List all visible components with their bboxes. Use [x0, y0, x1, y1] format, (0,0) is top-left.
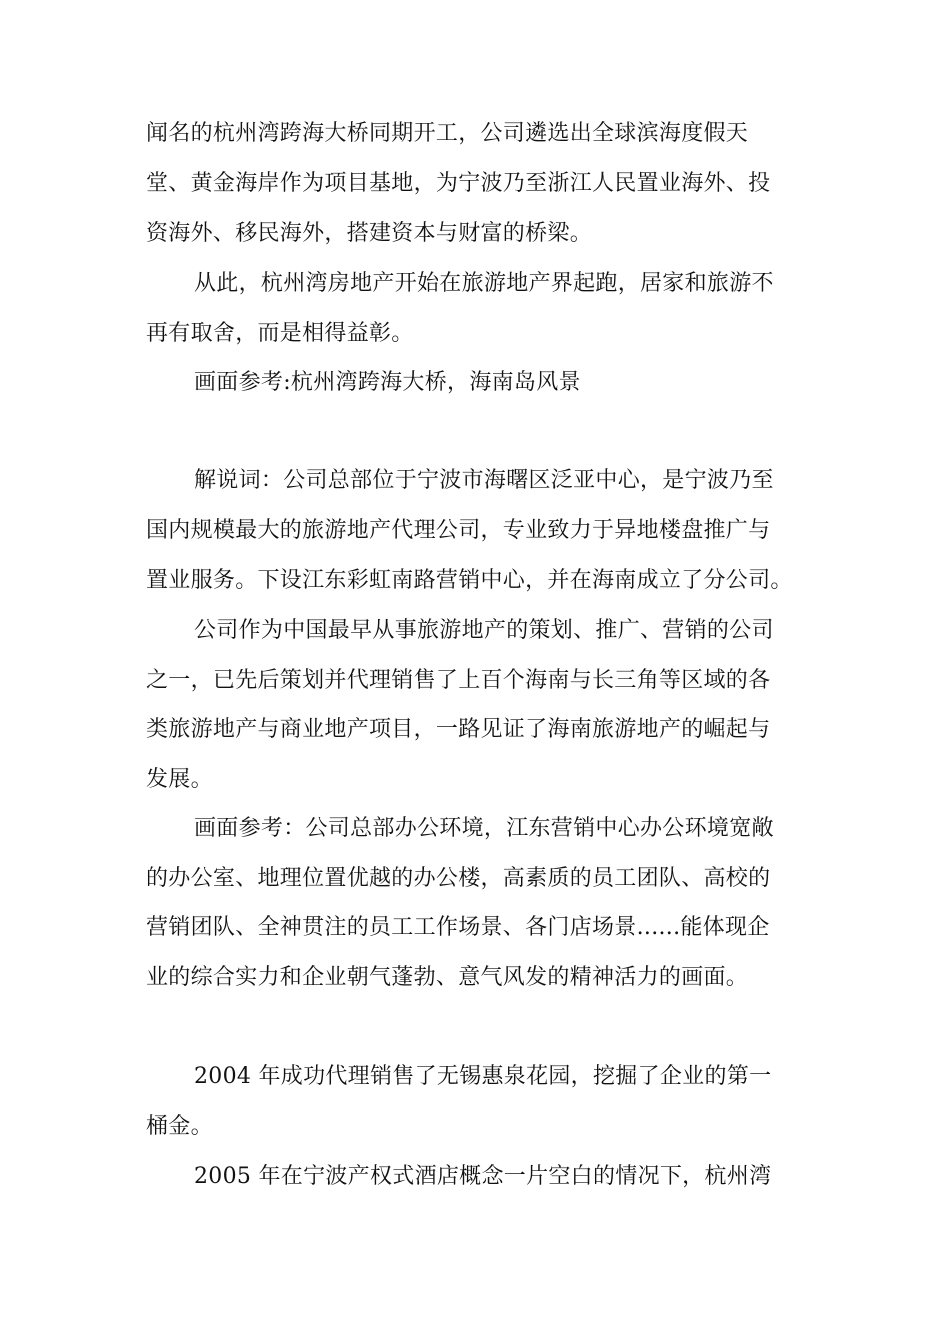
text-line: 之一，已先后策划并代理销售了上百个海南与长三角等区域的各	[146, 668, 771, 693]
picture-reference-note: 画面参考:杭州湾跨海大桥，海南岛风景	[194, 370, 581, 395]
text-line: 营销团队、全神贯注的员工工作场景、各门店场景......能体现企	[146, 915, 770, 940]
text-line: 堂、黄金海岸作为项目基地，为宁波乃至浙江人民置业海外、投	[146, 171, 771, 196]
text-line: 类旅游地产与商业地产项目，一路见证了海南旅游地产的崛起与	[146, 717, 771, 742]
narration-heading-line: 解说词：公司总部位于宁波市海曙区泛亚中心，是宁波乃至	[194, 468, 774, 493]
text-line: 业的综合实力和企业朝气蓬勃、意气风发的精神活力的画面。	[146, 965, 749, 990]
text-line: 资海外、移民海外，搭建资本与财富的桥梁。	[146, 221, 593, 246]
text-line: 置业服务。下设江东彩虹南路营销中心，并在海南成立了分公司。	[146, 568, 793, 593]
paragraph-start: 2004 年成功代理销售了无锡惠泉花园，挖掘了企业的第一	[194, 1064, 772, 1089]
paragraph-start: 公司作为中国最早从事旅游地产的策划、推广、营销的公司	[194, 618, 774, 643]
text-line: 国内规模最大的旅游地产代理公司，专业致力于异地楼盘推广与	[146, 518, 771, 543]
text-line: 闻名的杭州湾跨海大桥同期开工，公司遴选出全球滨海度假天	[146, 121, 749, 146]
paragraph-start: 2005 年在宁波产权式酒店概念一片空白的情况下，杭州湾	[194, 1164, 772, 1189]
paragraph-start: 从此，杭州湾房地产开始在旅游地产界起跑，居家和旅游不	[194, 271, 774, 296]
picture-reference-note: 画面参考：公司总部办公环境，江东营销中心办公环境宽敞	[194, 816, 774, 841]
text-line: 再有取舍，而是相得益彰。	[146, 321, 414, 346]
text-line: 的办公室、地理位置优越的办公楼，高素质的员工团队、高校的	[146, 866, 771, 891]
text-line: 桶金。	[146, 1114, 213, 1139]
text-line: 发展。	[146, 767, 213, 792]
